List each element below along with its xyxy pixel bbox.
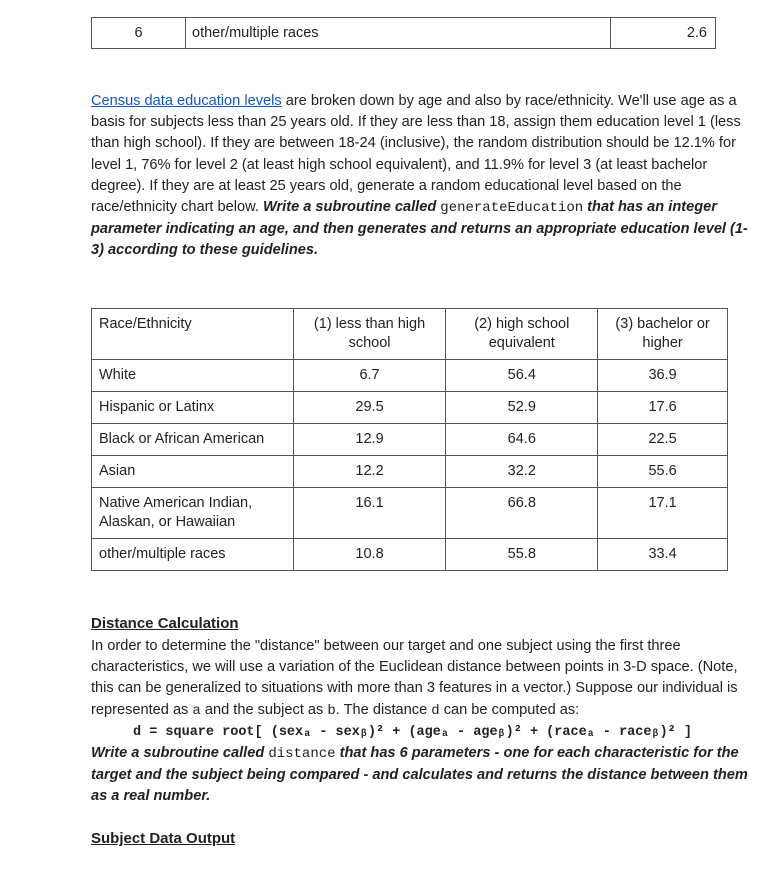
subject-output-heading: Subject Data Output <box>91 830 236 847</box>
table-cell: 32.2 <box>446 456 598 488</box>
table-cell: 33.4 <box>598 539 728 571</box>
var-a: a <box>192 702 201 719</box>
distance-text-3: . The distance <box>335 701 432 718</box>
table-cell: Hispanic or Latinx <box>92 392 294 424</box>
table-cell: 52.9 <box>446 392 598 424</box>
distance-paragraph <box>91 636 761 808</box>
census-education-link[interactable]: Census data education levels <box>91 93 282 109</box>
table-row <box>92 488 728 539</box>
table-cell: 36.9 <box>598 360 728 392</box>
table-cell: 6.7 <box>293 360 446 392</box>
table-cell: White <box>92 360 294 392</box>
instruction-text-1: Write a subroutine called <box>91 745 269 762</box>
row-value: 2.6 <box>686 25 707 41</box>
table-cell: 10.8 <box>293 539 446 571</box>
table-cell: 64.6 <box>446 424 598 456</box>
code-generateEducation: generateEducation <box>440 200 584 217</box>
distance-instruction <box>91 745 748 804</box>
table-header-row <box>92 309 728 360</box>
code-distance: distance <box>268 746 336 763</box>
header-cell: Race/Ethnicity <box>92 309 294 360</box>
table-cell: 17.1 <box>598 488 728 539</box>
table-row <box>92 539 728 571</box>
table-cell: 66.8 <box>446 488 598 539</box>
table-row <box>92 392 728 424</box>
table-row <box>92 456 728 488</box>
var-b: b <box>327 702 336 719</box>
instruction-text-1: Write a subroutine called <box>262 199 441 216</box>
race-table-last-row <box>91 17 716 49</box>
header-cell: (1) less than high school <box>293 309 446 360</box>
table-cell: 12.9 <box>293 424 446 456</box>
row-label: other/multiple races <box>186 18 611 48</box>
distance-text-4: can be computed as: <box>439 701 580 718</box>
table-cell: other/multiple races <box>92 539 294 571</box>
instruction-text-2: that has an integer parameter indicating an age, and then generates and returns an appropriate education level (1-3) according to these guidelines. <box>91 199 748 259</box>
table-cell: Native American Indian, Alaskan, or Hawaiian <box>92 488 294 539</box>
row-number: 6 <box>92 18 186 48</box>
header-cell: (3) bachelor or higher <box>598 309 728 360</box>
table-cell: 22.5 <box>598 424 728 456</box>
table-cell: 16.1 <box>293 488 446 539</box>
table-cell: 56.4 <box>446 360 598 392</box>
distance-heading: Distance Calculation <box>91 615 239 632</box>
table-cell: Black or African American <box>92 424 294 456</box>
table-row <box>92 424 728 456</box>
table-cell: 17.6 <box>598 392 728 424</box>
table-cell: 55.8 <box>446 539 598 571</box>
header-cell: (2) high school equivalent <box>446 309 598 360</box>
education-paragraph <box>91 91 756 262</box>
instruction-text-2: that has 6 parameters - one for each characteristic for the target and the subject being compared - and calculates and returns the distance between them as a real number. <box>91 745 748 805</box>
distance-text-1: In order to determine the "distance" between our target and one subject using the first three characteristics, we will use a variation of the Euclidean distance between points in 3-D space. (Note, this can be generalized to situations with more than 3 features in a vector.) Suppose our individual is represented as <box>91 638 738 718</box>
table-cell: 55.6 <box>598 456 728 488</box>
var-d: d <box>431 702 440 719</box>
education-text: are broken down by age and also by race/ethnicity. We'll use age as a basis for subjects less than 25 years old. If they are less than 18, assign them education level 1 (less than high school). If they are between 18-24 (inclusive), the random distribution should be 12.1% for level 1, 76% for level 2 (at least high school equivalent), and 11.9% for level 3 (at least bachelor degree). If they are at least 25 years old, generate a random educational level based on the race/ethnicity chart below. <box>91 93 741 216</box>
table-cell: 12.2 <box>293 456 446 488</box>
distance-formula: d = square root[ (sexₐ - sexᵦ)² + (ageₐ - ageᵦ)² + (raceₐ - raceᵦ)² ] <box>133 724 692 740</box>
table-cell: Asian <box>92 456 294 488</box>
table-cell: 29.5 <box>293 392 446 424</box>
table-row <box>92 360 728 392</box>
education-table <box>91 308 728 571</box>
distance-text-2: and the subject as <box>200 701 328 718</box>
